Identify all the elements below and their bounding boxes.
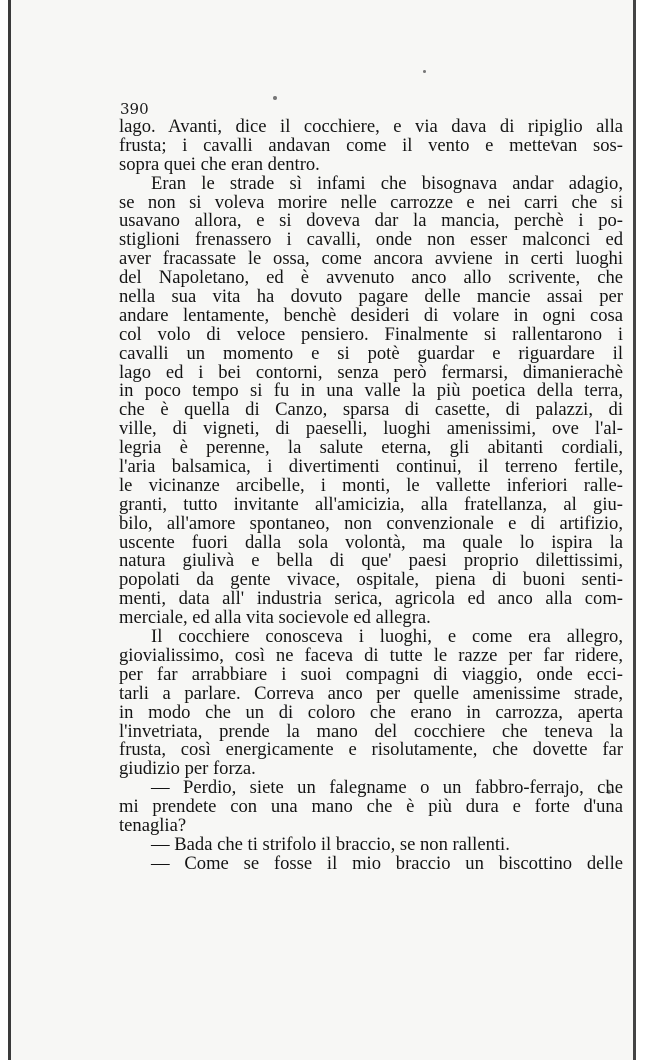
text-line: andare lentamente, benchè desideri di volare in ogni cosa <box>119 304 623 326</box>
text-line: giovialissimo, così ne faceva di tutte le razze per far ridere, <box>119 644 623 666</box>
text-line: Il cocchiere conosceva i luoghi, e come era allegro, <box>151 626 623 648</box>
text-line: che è quella di Canzo, sparsa di casette, di palazzi, di <box>119 399 623 421</box>
text-line: per far arrabbiare i suoi compagni di viaggio, onde ecci- <box>119 663 623 685</box>
text-line: legria è perenne, la salute eterna, gli abitanti cordiali, <box>119 437 623 459</box>
text-line: cavalli un momento e si potè guardar e riguardare il <box>119 342 623 364</box>
ink-speck <box>273 96 277 100</box>
text-line: Eran le strade sì infami che bisognava andar adagio, <box>151 172 623 194</box>
text-line: lago. Avanti, dice il cocchiere, e via dava di ripiglio alla <box>119 116 623 137</box>
text-line: popolati da gente vivace, ospitale, piena di buoni senti- <box>119 569 623 591</box>
text-line: le vicinanze arcibelle, i monti, le vallette inferiori ralle- <box>119 474 623 496</box>
text-line: — Bada che ti strifolo il braccio, se non rallenti. <box>151 833 510 855</box>
text-line: natura giulivà e bella di que' paesi proprio dilettissimi, <box>119 550 623 572</box>
text-line: se non si voleva morire nelle carrozze e nei carri che si <box>119 191 623 213</box>
book-page <box>8 0 636 1060</box>
text-line: l'aria balsamica, i divertimenti continui, il terreno fertile, <box>119 456 623 478</box>
text-line: merciale, ed alla vita socievole ed allegra. <box>119 607 431 629</box>
text-line: tenaglia? <box>119 814 187 836</box>
text-line: l'invetriata, prende la mano del cocchiere che teneva la <box>119 720 623 742</box>
text-line: in modo che un di coloro che erano in carrozza, aperta <box>119 701 623 723</box>
text-line: frusta; i cavalli andavan come il vento e mettevan sos- <box>119 134 623 156</box>
text-line: — Come se fosse il mio braccio un biscottino delle <box>151 852 623 874</box>
text-line: uscente fuori dalla sola volontà, ma quale lo ispira la <box>119 531 623 553</box>
text-line: usavano allora, e si doveva dar la mancia, perchè i po- <box>119 210 623 232</box>
text-line: lago ed i bei contorni, senza però fermarsi, dimanierachè <box>119 361 623 383</box>
text-line: menti, data all' industria serica, agricola ed anco alla com- <box>119 588 623 610</box>
text-line: stiglioni frenassero i cavalli, onde non esser malconci ed <box>119 229 623 251</box>
ink-speck <box>423 70 426 73</box>
text-line: giudizio per forza. <box>119 758 256 780</box>
text-line: in poco tempo si fu in una valle la più poetica della terra, <box>119 380 623 402</box>
text-line: bilo, all'amore spontaneo, non convenzionale e di artifizio, <box>119 512 623 534</box>
body-text <box>119 118 623 874</box>
text-line: tarli a parlare. Correva anco per quelle amenissime strade, <box>119 682 623 704</box>
page-number: 390 <box>120 100 149 118</box>
text-line: nella sua vita ha dovuto pagare delle mancie assai per <box>119 286 623 308</box>
text-line: aver fracassate le ossa, come ancora avviene in certi luoghi <box>119 248 623 270</box>
text-line: ville, di vigneti, di paeselli, luoghi amenissimi, ove l'al- <box>119 418 623 440</box>
text-line: frusta, così energicamente e risolutamente, che dovette far <box>119 739 623 761</box>
text-line: sopra quei che eran dentro. <box>119 153 320 175</box>
text-line: granti, tutto invitante all'amicizia, alla fratellanza, al giu- <box>119 493 623 515</box>
text-line: del Napoletano, ed è avvenuto anco allo scrivente, che <box>119 267 623 289</box>
text-line: col volo di veloce pensiero. Finalmente si rallentarono i <box>119 323 623 345</box>
text-line: — Perdio, siete un falegname o un fabbro-ferrajo, che <box>151 777 623 799</box>
text-line: mi prendete con una mano che è più dura e forte d'una <box>119 796 623 818</box>
